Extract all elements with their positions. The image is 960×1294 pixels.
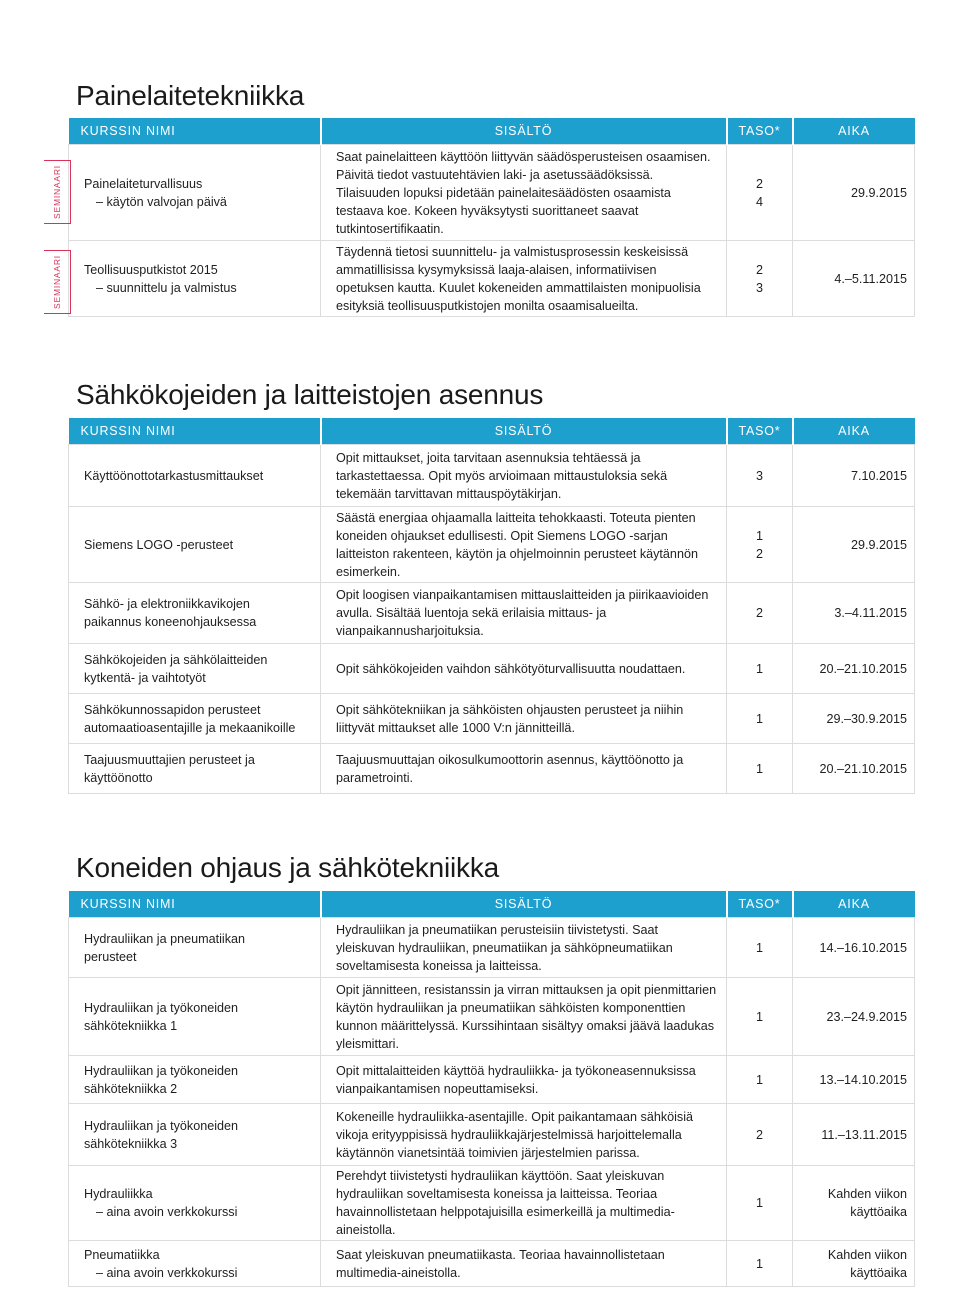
seminar-tag-label: SEMINAARI [52,165,62,219]
course-description: Hydrauliikan ja pneumatiikan perusteisiin tiivistetysti. Saat yleiskuvan hydrauliikan, pneumatiikan ja sähköpneumatiikan soveltamisesta koneissa ja laitteissa. [321,918,727,978]
course-name-line: Hydrauliikan ja työkoneiden [84,1000,239,1015]
table-row [69,644,915,694]
course-name-line: Sähkökojeiden ja sähkölaitteiden [84,652,268,667]
course-name [69,744,321,794]
course-name [69,644,321,694]
course-name-line: Hydrauliikka [84,1187,153,1201]
course-table [68,118,915,317]
course-description: Opit sähkötekniikan ja sähköisten ohjausten perusteet ja niihin liittyvät mittaukset alle 1000 V:n jännitteillä. [321,694,727,744]
course-name-line: Painelaiteturvallisuus [84,176,203,191]
course-name-line: – käytön valvojan päivä [96,194,227,209]
time-line: Kahden viikon [827,1187,907,1201]
section-title: Sähkökojeiden ja laitteistojen asennus [76,379,544,410]
course-name: Käyttöönottotarkastusmittaukset [69,445,321,507]
course-name [69,583,321,644]
course-time: 13.–14.10.2015 [793,1056,915,1104]
course-time [793,1166,915,1241]
course-name-line: perusteet [84,949,137,964]
course-name [69,1241,321,1287]
table-row [69,583,915,644]
course-name [69,1104,321,1166]
course-name-line: automaatioasentajille ja mekaanikoille [84,720,296,735]
header-content: SISÄLTÖ [321,118,727,145]
course-name-line: Hydrauliikan ja työkoneiden [84,1118,239,1133]
course-time: 20.–21.10.2015 [793,644,915,694]
course-name [69,978,321,1056]
course-name-line: Pneumatiikka [84,1247,160,1262]
course-description: Opit mittalaitteiden käyttöä hydrauliikka- ja työkoneasennuksissa vianpaikantamisen nopeuttamiseksi. [321,1056,727,1104]
section-title: Painelaitetekniikka [76,80,305,111]
course-level [727,241,793,317]
course-level: 2 [727,1104,793,1166]
seminar-tag [44,160,71,224]
course-name-line: – aina avoin verkkokurssi [96,1205,238,1219]
table-row [69,1241,915,1287]
header-level: TASO* [727,118,793,145]
course-name-line: Teollisuusputkistot 2015 [84,262,218,277]
seminar-tag-label: SEMINAARI [52,255,62,309]
course-name-line: sähkötekniikka 1 [84,1018,178,1033]
course-name-line: sähkötekniikka 3 [84,1136,178,1151]
course-name [69,1056,321,1104]
table-row [69,1166,915,1241]
course-level: 3 [727,445,793,507]
course-time: 29.9.2015 [793,145,915,241]
course-name: Siemens LOGO -perusteet [69,507,321,583]
course-level: 1 [727,918,793,978]
level-value: 2 [755,176,763,191]
course-description: Opit sähkökojeiden vaihdon sähkötyöturvallisuutta noudattaen. [321,644,727,694]
header-level: TASO* [727,418,793,445]
course-time: 20.–21.10.2015 [793,744,915,794]
course-description: Saat yleiskuvan pneumatiikasta. Teoriaa havainnollistetaan multimedia-aineistolla. [321,1241,727,1287]
course-level: 1 [727,1056,793,1104]
section-title: Koneiden ohjaus ja sähkötekniikka [76,852,500,883]
table-row [69,744,915,794]
seminar-tag [44,250,71,314]
header-level: TASO* [727,891,793,918]
course-name [69,918,321,978]
course-level: 1 [727,1166,793,1241]
header-course: KURSSIN NIMI [69,891,321,918]
course-description: Täydennä tietosi suunnittelu- ja valmistusprosessin keskeisissä ammatillisissa kysymyksissä laaja-alaisen, informatiivisen opetuksen kautta. Kuulet kokeneiden ammattilaisten monipuolisia esityksiä teollisuusputkistojen monilta osaamisalueilta. [321,241,727,317]
level-value: 2 [755,546,763,561]
course-name-line: Hydrauliikan ja pneumatiikan [84,931,246,946]
course-level: 1 [727,1241,793,1287]
header-time: AIKA [793,418,915,445]
course-description: Opit loogisen vianpaikantamisen mittauslaitteiden ja piirikaavioiden avulla. Sisältää luentoja sekä erilaisia mittaus- ja vianpaikannusharjoituksia. [321,583,727,644]
course-time: 4.–5.11.2015 [793,241,915,317]
table-row [69,978,915,1056]
course-time: 3.–4.11.2015 [793,583,915,644]
level-value: 2 [755,262,763,277]
course-table [68,891,915,1287]
header-time: AIKA [793,118,915,145]
course-time: 23.–24.9.2015 [793,978,915,1056]
course-name [69,1166,321,1241]
course-name-line: kytkentä- ja vaihtotyöt [84,670,206,685]
course-level [727,507,793,583]
course-name-line: – suunnittelu ja valmistus [96,280,237,295]
table-header [69,891,915,918]
time-line: käyttöaika [850,1265,907,1280]
course-description: Opit mittaukset, joita tarvitaan asennuksia tehtäessä ja tarkastettaessa. Opit myös arvioimaan mittaustuloksia sekä tekemään tarvittavan mittauspöytäkirjan. [321,445,727,507]
header-course: KURSSIN NIMI [69,118,321,145]
table-row [69,694,915,744]
course-description: Säästä energiaa ohjaamalla laitteita tehokkaasti. Toteuta pienten koneiden ohjaukset edullisesti. Opit Siemens LOGO -sarjan laitteiston rakenteen, käytön ja ohjelmoinnin perusteet käytännön esimerkein. [321,507,727,583]
course-description: Taajuusmuuttajan oikosulkumoottorin asennus, käyttöönotto ja parametrointi. [321,744,727,794]
time-line: käyttöaika [850,1205,907,1219]
header-content: SISÄLTÖ [321,418,727,445]
level-value: 4 [755,194,763,209]
course-time: 29.–30.9.2015 [793,694,915,744]
course-description: Perehdyt tiivistetysti hydrauliikan käyttöön. Saat yleiskuvan hydrauliikan soveltamisesta koneissa ja laitteissa. Teoriaa havainnollistetaan helppotajuisilla esimerkeillä ja multimedia-aineistolla. [321,1166,727,1241]
course-time: 7.10.2015 [793,445,915,507]
course-time [793,1241,915,1287]
level-value: 1 [755,528,763,543]
header-content: SISÄLTÖ [321,891,727,918]
table-row [69,241,915,317]
table-row [69,1056,915,1104]
table-row [69,445,915,507]
table-row [69,145,915,241]
table-row [69,1104,915,1166]
course-level: 1 [727,978,793,1056]
table-row [69,918,915,978]
course-name-line: paikannus koneenohjauksessa [84,615,257,629]
course-description: Opit jännitteen, resistanssin ja virran mittauksen ja opit pienmittarien käytön hydrauliikan ja pneumatiikan sähköisten komponenttien kunnon määrittelyssä. Kurssihintaan sisältyy omaksi jäävä laadukas yleismittari. [321,978,727,1056]
course-time: 29.9.2015 [793,507,915,583]
course-name [69,145,321,241]
course-table [68,418,915,794]
table-header [69,118,915,145]
course-name [69,241,321,317]
course-name-line: Sähkökunnossapidon perusteet [84,702,261,717]
course-description: Kokeneille hydrauliikka-asentajille. Opit paikantamaan sähköisiä vikoja erityyppisissä hydrauliikkajärjestelmissä harjoittelemalla käytännön vianetsintää toimivien järjestelmien parissa. [321,1104,727,1166]
course-time: 11.–13.11.2015 [793,1104,915,1166]
course-name-line: Taajuusmuuttajien perusteet ja [84,752,255,767]
course-name-line: – aina avoin verkkokurssi [96,1265,238,1280]
header-time: AIKA [793,891,915,918]
level-value: 3 [755,280,763,295]
course-level: 1 [727,744,793,794]
course-level [727,145,793,241]
course-name [69,694,321,744]
course-level: 1 [727,694,793,744]
course-name-line: sähkötekniikka 2 [84,1081,178,1096]
course-level: 2 [727,583,793,644]
table-header [69,418,915,445]
header-course: KURSSIN NIMI [69,418,321,445]
course-time: 14.–16.10.2015 [793,918,915,978]
course-level: 1 [727,644,793,694]
course-description: Saat painelaitteen käyttöön liittyvän säädösperusteisen osaamisen. Päivitä tiedot vastuutehtävien laki- ja asetussäädöksissä. Tilaisuuden lopuksi pidetään painelaitesäädösten osaamista testaava koe. Kokeen hyväksytysti suorittaneet saavat tutkintosertifikaatin. [321,145,727,241]
course-name-line: käyttöönotto [84,770,153,785]
course-name-line: Hydrauliikan ja työkoneiden [84,1063,239,1078]
course-name-line: Sähkö- ja elektroniikkavikojen [84,597,250,611]
table-row [69,507,915,583]
time-line: Kahden viikon [827,1247,907,1262]
